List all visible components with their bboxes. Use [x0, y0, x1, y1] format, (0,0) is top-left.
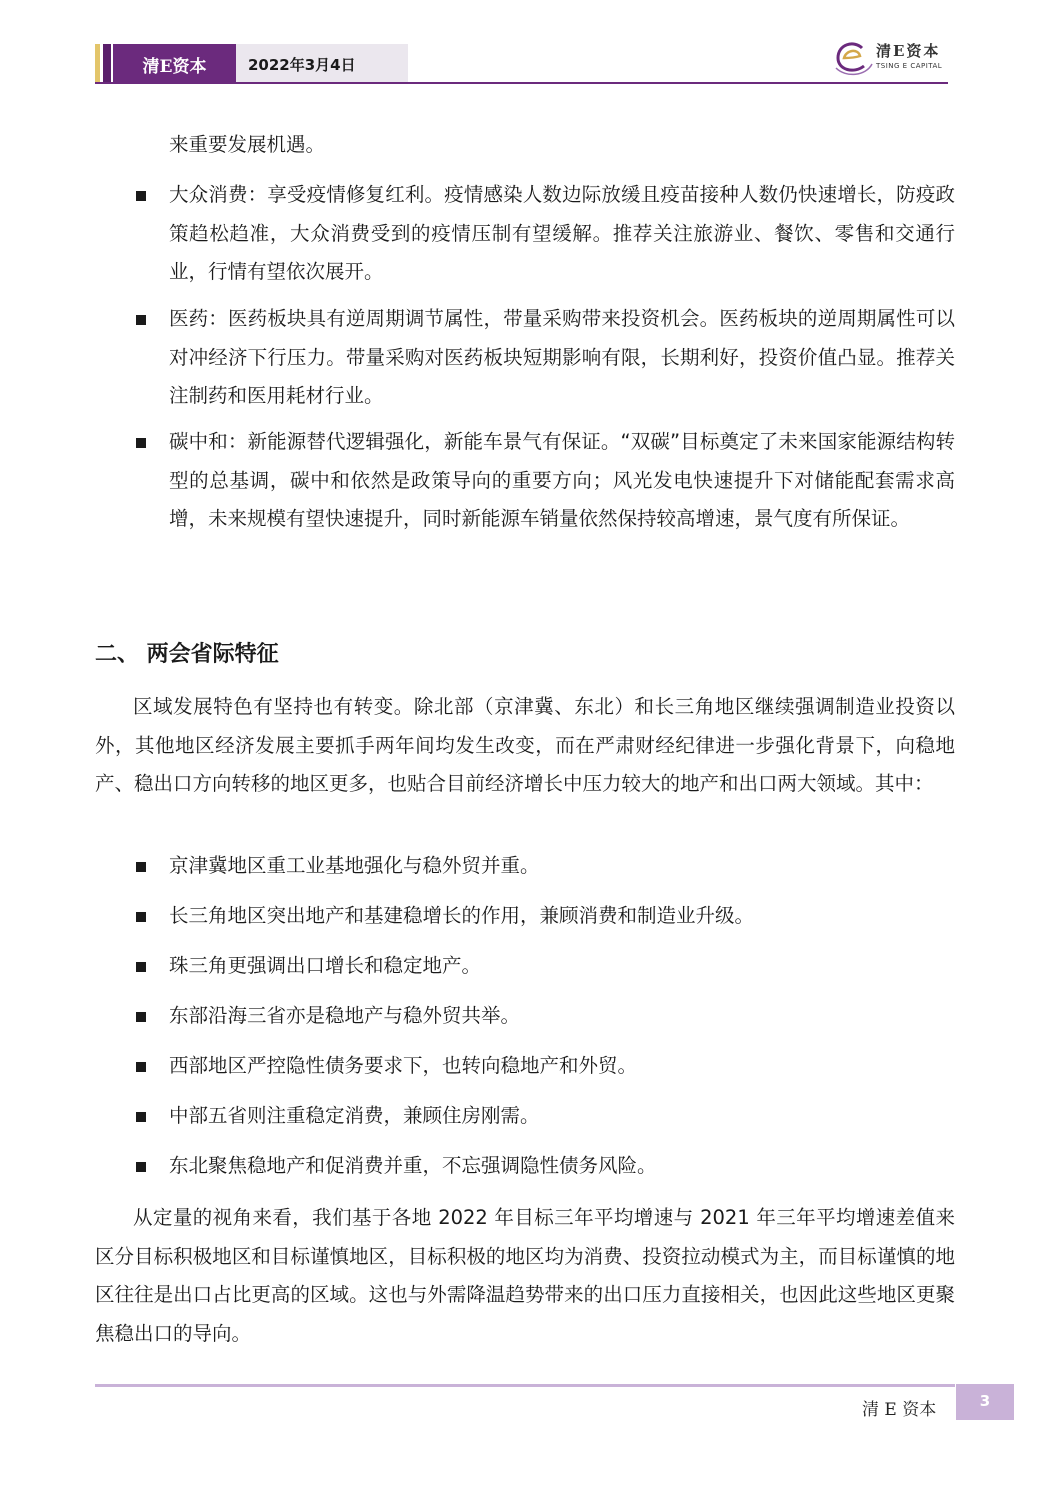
logo-swirl-icon	[832, 38, 876, 78]
footer-brand: 清 E 资本	[862, 1400, 937, 1420]
bullet-item: 西部地区严控隐性债务要求下，也转向稳地产和外贸。	[169, 1047, 955, 1086]
logo-text-en: TSING E CAPITAL	[876, 62, 943, 70]
bullet-item: 长三角地区突出地产和基建稳增长的作用，兼顾消费和制造业升级。	[169, 897, 955, 936]
section-heading: 二、 两会省际特征	[95, 642, 279, 667]
bullet-item: 东北聚焦稳地产和促消费并重，不忘强调隐性债务风险。	[169, 1147, 955, 1186]
header-divider	[95, 82, 948, 84]
bullet-item: 东部沿海三省亦是稳地产与稳外贸共举。	[169, 997, 955, 1036]
paragraph-closing: 从定量的视角来看，我们基于各地 2022 年目标三年平均增速与 2021 年三年平均增速差值来区分目标积极地区和目标谨慎地区，目标积极的地区均为消费、投资拉动模式为主，而目标谨慎的地区往往是出口占比更高的区域。这也与外需降温趋势带来的出口压力直接相关，也因此这些地区更聚焦稳出口的导向。	[95, 1206, 955, 1345]
paragraph-intro: 区域发展特色有坚持也有转变。除北部（京津冀、东北）和长三角地区继续强调制造业投资以外，其他地区经济发展主要抓手两年间均发生改变，而在严肃财经纪律进一步强化背景下，向稳地产、稳出口方向转移的地区更多，也贴合目前经济增长中压力较大的地产和出口两大领域。其中：	[95, 695, 955, 795]
bullet-item: 碳中和：新能源替代逻辑强化，新能车景气有保证。“双碳”目标奠定了未来国家能源结构转型的总基调，碳中和依然是政策导向的重要方向；风光发电快速提升下对储能配套需求高增，未来规模有望快速提升，同时新能源车销量依然保持较高增速，景气度有所保证。	[169, 423, 955, 539]
company-logo	[832, 38, 952, 78]
bullet-item: 大众消费：享受疫情修复红利。疫情感染人数边际放缓且疫苗接种人数仍快速增长，防疫政策趋松趋准，大众消费受到的疫情压制有望缓解。推荐关注旅游业、餐饮、零售和交通行业，行情有望依次展开。	[169, 176, 955, 292]
header-accent-bar	[95, 44, 100, 84]
header-date: 2022年3月4日	[236, 44, 408, 84]
footer-divider	[95, 1384, 955, 1387]
bullet-item: 珠三角更强调出口增长和稳定地产。	[169, 947, 955, 986]
header-accent-bar-dark	[103, 44, 111, 84]
header-brand: 清E资本	[113, 44, 236, 84]
bullet-item: 京津冀地区重工业基地强化与稳外贸并重。	[169, 847, 955, 886]
page-number: 3	[956, 1384, 1014, 1420]
logo-text-cn: 清E资本	[876, 42, 941, 60]
bullet-item: 中部五省则注重稳定消费，兼顾住房刚需。	[169, 1097, 955, 1136]
continuation-text: 来重要发展机遇。	[169, 133, 326, 156]
bullet-item: 医药：医药板块具有逆周期调节属性，带量采购带来投资机会。医药板块的逆周期属性可以对冲经济下行压力。带量采购对医药板块短期影响有限，长期利好，投资价值凸显。推荐关注制药和医用耗材行业。	[169, 300, 955, 416]
